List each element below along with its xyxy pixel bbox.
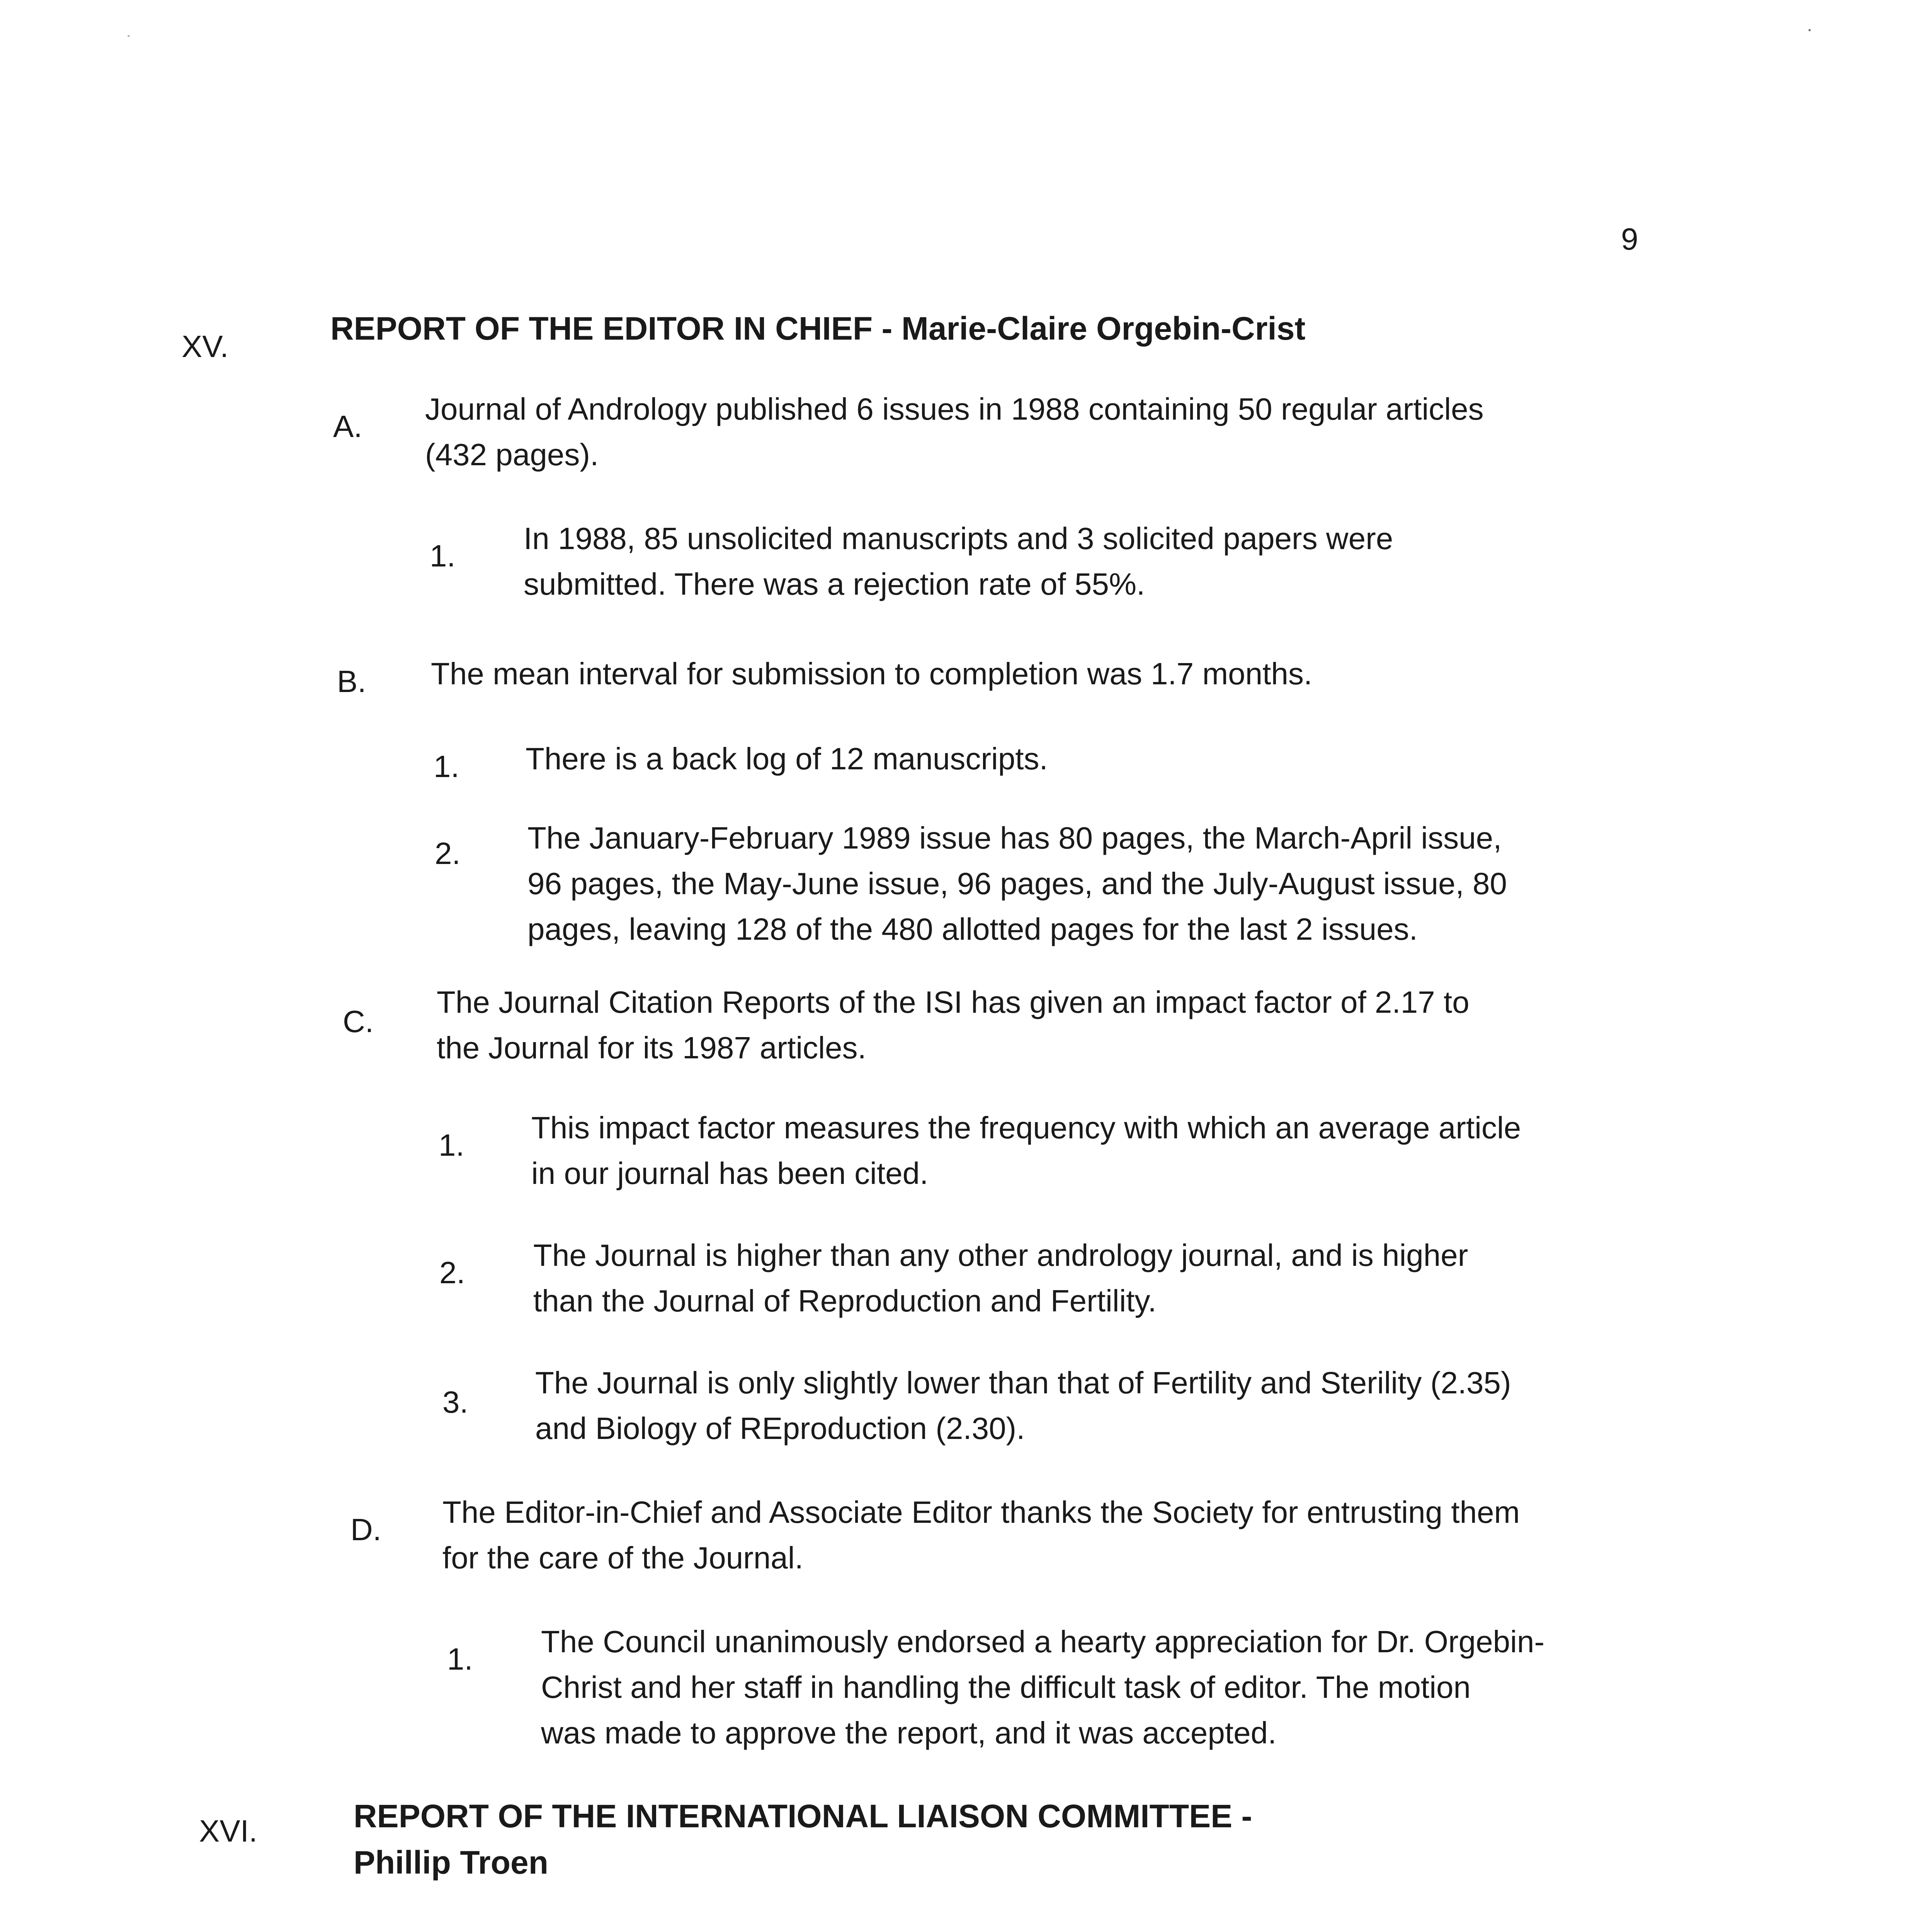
title-line: Phillip Troen [354,1844,549,1881]
text-line: The Editor-in-Chief and Associate Editor thanks the Society for entrusting them [442,1495,1520,1529]
item-text [437,980,1696,1071]
text-line: The Journal is only slightly lower than that of Fertility and Sterility (2.35) [535,1366,1511,1400]
title-line: REPORT OF THE INTERNATIONAL LIAISON COMMITTEE - [354,1798,1252,1834]
section-numeral: XVI. [199,1814,258,1848]
text-line: was made to approve the report, and it was accepted. [541,1716,1277,1750]
subitem-label: 2. [435,836,461,871]
subitem-text [524,516,1687,607]
subitem-label: 1. [434,749,459,784]
text-line: in our journal has been cited. [531,1156,929,1190]
scan-speck [1808,29,1811,31]
item-label: C. [343,1004,374,1039]
subitem-text [531,1105,1694,1196]
subitem-label: 2. [439,1255,465,1290]
text-line: The Council unanimously endorsed a hearty appreciation for Dr. Orgebin- [541,1624,1544,1659]
subitem-text [533,1233,1696,1324]
text-line: (432 pages). [425,437,599,472]
subitem-label: 3. [442,1385,468,1419]
text-line: the Journal for its 1987 articles. [437,1031,866,1065]
text-line: There is a back log of 12 manuscripts. [526,742,1048,776]
text-line: The mean interval for submission to completion was 1.7 months. [431,656,1313,691]
text-line: Journal of Andrology published 6 issues in 1988 containing 50 regular articles [425,392,1484,426]
text-line: In 1988, 85 unsolicited manuscripts and 3 solicited papers were [524,521,1393,556]
text-line: The January-February 1989 issue has 80 pages, the March-April issue, [527,821,1502,855]
scan-speck [128,35,130,37]
subitem-text [535,1360,1698,1451]
item-text [425,386,1685,478]
text-line: 96 pages, the May-June issue, 96 pages, and the July-August issue, 80 [527,866,1507,901]
text-line: for the care of the Journal. [442,1541,803,1575]
text-line: submitted. There was a rejection rate of 55%. [524,567,1145,601]
item-label: D. [350,1512,381,1547]
subitem-text [527,815,1691,952]
text-line: and Biology of REproduction (2.30). [535,1411,1025,1446]
subitem-text [526,736,1689,782]
text-line: than the Journal of Reproduction and Fertility. [533,1284,1157,1318]
text-line: pages, leaving 128 of the 480 allotted pages for the last 2 issues. [527,912,1418,946]
subitem-label: 1. [439,1128,464,1162]
text-line: Christ and her staff in handling the difficult task of editor. The motion [541,1670,1471,1704]
subitem-label: 1. [430,539,456,573]
item-label: A. [333,409,362,444]
section-title: REPORT OF THE EDITOR IN CHIEF - Marie-Claire Orgebin-Crist [330,310,1306,347]
page-number: 9 [1621,222,1638,256]
text-line: The Journal Citation Reports of the ISI has given an impact factor of 2.17 to [437,985,1470,1019]
text-line: This impact factor measures the frequency with which an average article [531,1111,1521,1145]
section-title [354,1793,1590,1886]
item-text [431,651,1691,697]
section-numeral: XV. [182,329,229,364]
item-label: B. [337,664,366,699]
item-text [442,1490,1702,1581]
subitem-label: 1. [447,1642,473,1676]
text-line: The Journal is higher than any other andrology journal, and is higher [533,1238,1468,1272]
subitem-text [541,1619,1704,1756]
